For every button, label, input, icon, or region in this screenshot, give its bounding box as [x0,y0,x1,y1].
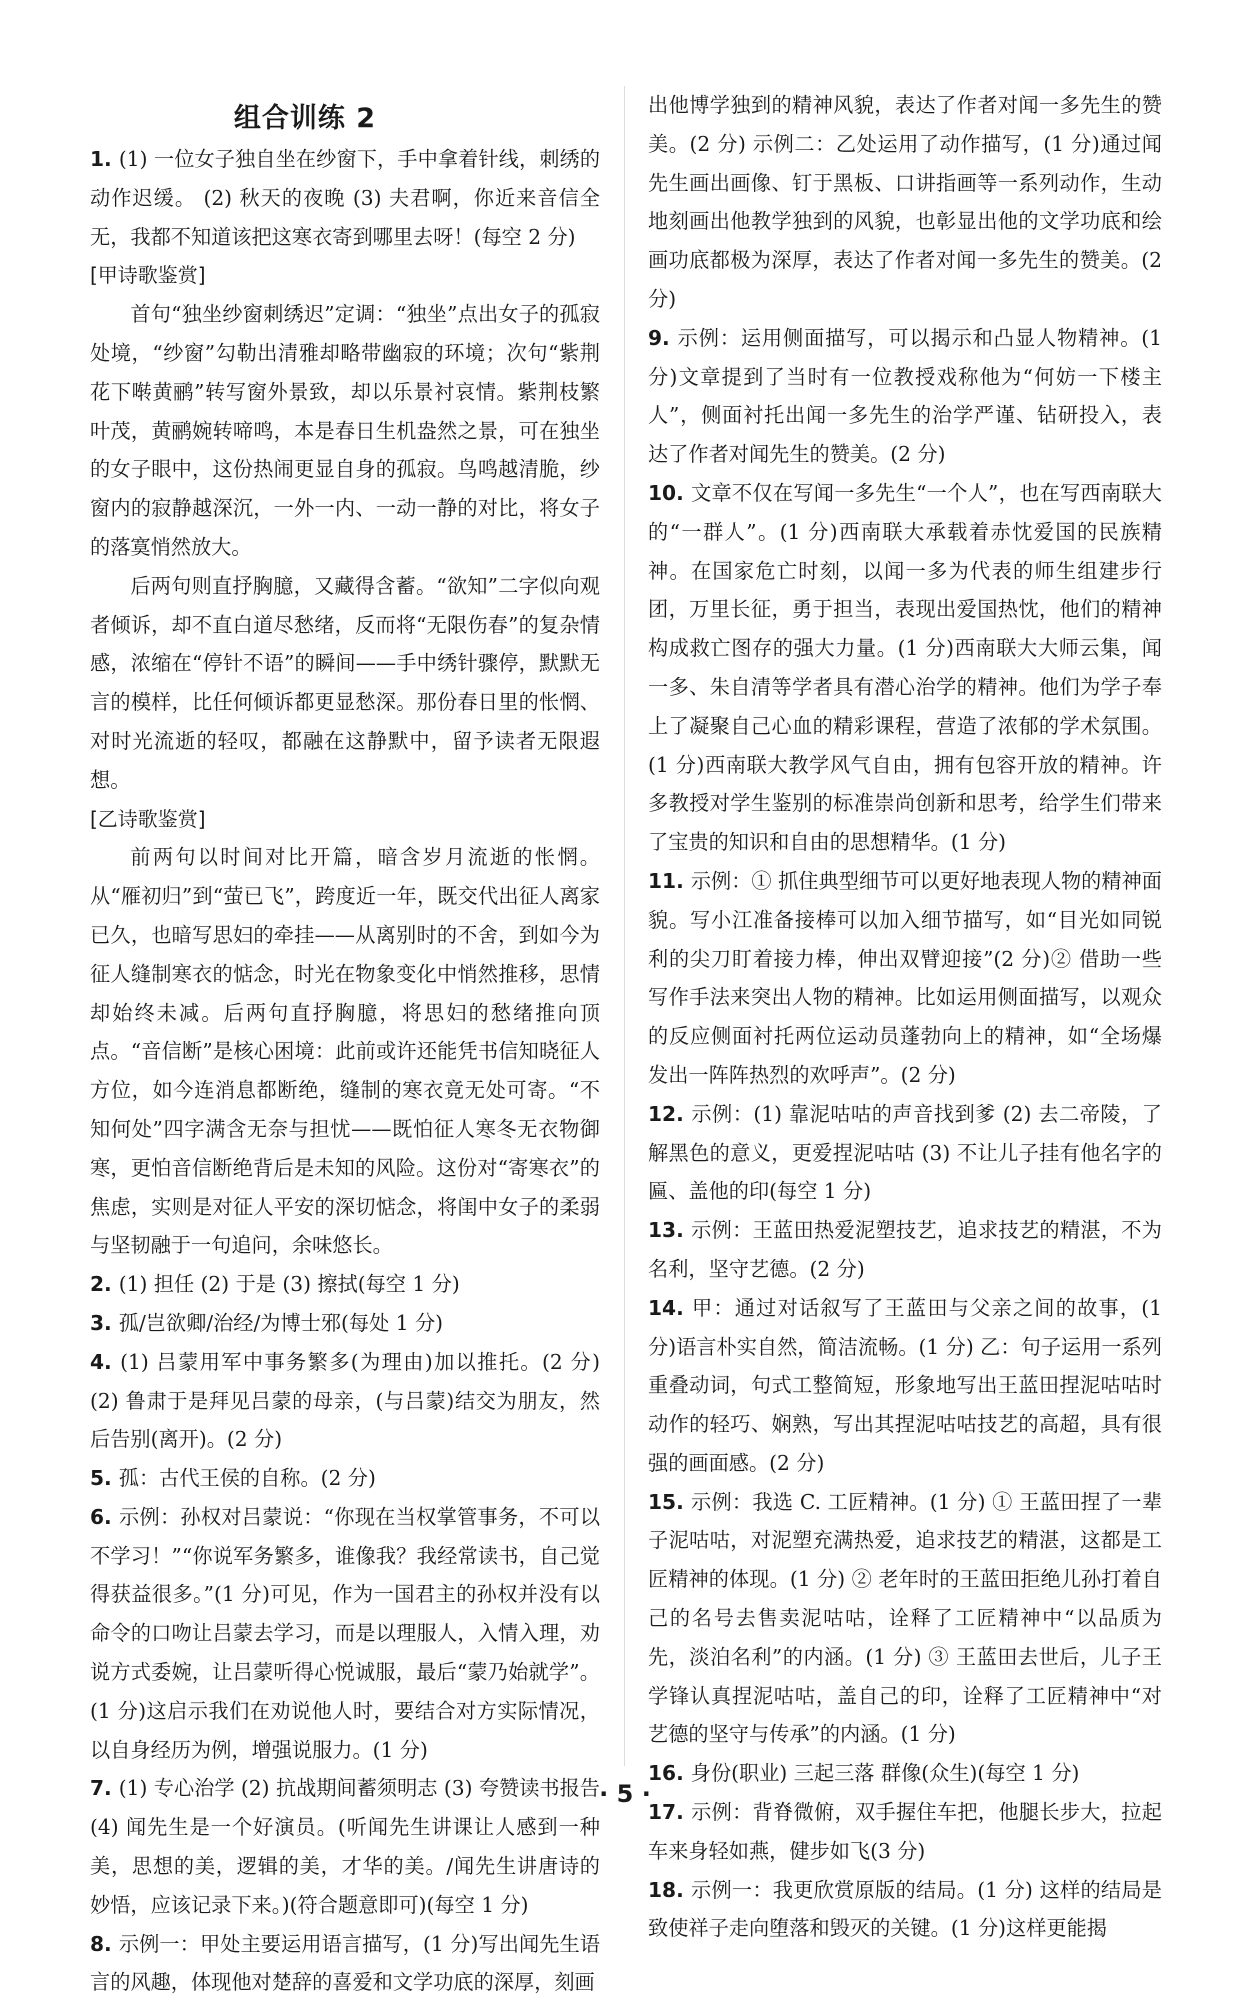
answer-item [648,1095,1162,1211]
question-number: 7. [90,1776,119,1801]
answer-text: 身份(职业) 三起三落 群像(众生)(每空 1 分) [690,1761,1080,1786]
answer-item [90,1459,600,1498]
question-number: 12. [648,1101,692,1126]
question-number: 14. [648,1295,692,1320]
question-number: 15. [648,1489,692,1514]
answer-item [648,1211,1162,1289]
question-number: 13. [648,1218,692,1243]
answer-item [90,140,600,256]
question-number: 4. [90,1349,121,1374]
answer-text: 文章不仅在写闻一多先生“一个人”，也在写西南联大的“一群人”。(1 分)西南联大承载着赤忱爱国的民族精神。在国家危亡时刻，以闻一多为代表的师生组建步行团，万里长征，勇于担当，表现出爱国热忱，他们的精神构成救亡图存的强大力量。(1 分)西南联大大师云集，闻一多、朱自清等学者具有潜心治学的精神。他们为学子奉上了凝聚自己心血的精彩课程，营造了浓郁的学术氛围。(1 分)西南联大教学风气自由，拥有包容开放的精神。许多教授对学生鉴别的标准崇尚创新和思考，给学生们带来了宝贵的知识和自由的思想精华。(1 分) [648,480,1162,855]
answer-item [648,862,1162,1095]
answer-text: 孤：古代王侯的自称。(2 分) [118,1466,376,1491]
answer-text: 示例：王蓝田热爱泥塑技艺，追求技艺的精湛，不为名利，坚守艺德。(2 分) [648,1218,1162,1281]
question-number: 11. [648,868,691,893]
answer-text: 孤/岂欲卿/治经/为博士邪(每处 1 分) [118,1310,444,1335]
answer-text: 示例：① 抓住典型细节可以更好地表现人物的精神面貌。写小江准备接棒可以加入细节描写，如“目光如同锐利的尖刀盯着接力棒，伸出双臂迎接”(2 分)② 借助一些写作手法来突出人物的精神。比如运用侧面描写，以观众的反应侧面衬托两位运动员蓬勃向上的精神，如“全场爆发出一阵阵热烈的欢呼声”。(2 分) [648,868,1162,1087]
answer-text: (1) 一位女子独自坐在纱窗下，手中拿着针线，刺绣的动作迟缓。 (2) 秋天的夜晚 (3) 夫君啊，你近来音信全无，我都不知道该把这寒衣寄到哪里去呀！(每空 2 分) [90,147,601,249]
answer-item [90,1925,600,2002]
analysis-paragraph: 后两句则直抒胸臆，又藏得含蓄。“欲知”二字似向观者倾诉，却不直白道尽愁绪，反而将“无限伤春”的复杂情感，浓缩在“停针不语”的瞬间——手中绣针骤停，默默无言的模样，比任何倾诉都更显愁深。那份春日里的怅惘、对时光流逝的轻叹，都融在这静默中，留予读者无限遐想。 [90,573,600,792]
answer-item [648,1871,1162,1949]
answer-text: 示例：背脊微俯，双手握住车把，他腿长步大，拉起车来身轻如燕，健步如飞(3 分) [648,1800,1162,1863]
answer-text: 示例：我选 C. 工匠精神。(1 分) ① 王蓝田捏了一辈子泥咕咕，对泥塑充满热爱，追求技艺的精湛，这都是工匠精神的体现。(1 分) ② 老年时的王蓝田拒绝儿孙打着自己的名号去售卖泥咕咕，诠释了工匠精神中“以品质为先，淡泊名利”的内涵。(1 分) ③ 王蓝田去世后，儿子王学锋认真捏泥咕咕，盖自己的印，诠释了工匠精神中“对艺德的坚守与传承”的内涵。(1 分) [648,1489,1163,1747]
section-heading: [乙诗歌鉴赏] [90,806,206,831]
answer-item [90,1498,600,1770]
question-number: 18. [648,1877,692,1902]
left-column [90,140,600,2002]
answer-text: (1) 吕蒙用军中事务繁多(为理由)加以推托。(2 分) (2) 鲁肃于是拜见吕蒙的母亲，(与吕蒙)结交为朋友，然后告别(离开)。(2 分) [90,1349,600,1452]
analysis-paragraph: 首句“独坐纱窗刺绣迟”定调：“独坐”点出女子的孤寂处境，“纱窗”勾勒出清雅却略带幽寂的环境；次句“紫荆花下啭黄鹂”转写窗外景致，却以乐景衬哀情。紫荆枝繁叶茂，黄鹂婉转啼鸣，本是春日生机盎然之景，可在独坐的女子眼中，这份热闹更显自身的孤寂。鸟鸣越清脆，纱窗内的寂静越深沉，一外一内、一动一静的对比，将女子的落寞悄然放大。 [90,302,600,559]
page-title: 组合训练 2 [233,103,377,134]
section-heading: [甲诗歌鉴赏] [90,263,206,288]
answer-text: 示例：运用侧面描写，可以揭示和凸显人物精神。(1 分)文章提到了当时有一位教授戏称他为“何妨一下楼主人”，侧面衬托出闻一多先生的治学严谨、钻研投入，表达了作者对闻先生的赞美。(2 分) [648,325,1162,467]
answer-item [648,474,1162,862]
answer-text: (1) 担任 (2) 于是 (3) 擦拭(每空 1 分) [118,1272,460,1297]
continued-paragraph: 出他博学独到的精神风貌，表达了作者对闻一多先生的赞美。(2 分) 示例二：乙处运用了动作描写，(1 分)通过闻先生画出画像、钉于黑板、口讲指画等一系列动作，生动地刻画出他教学独到的风貌，也彰显出他的文学功底和绘画功底都极为深厚，表达了作者对闻一多先生的赞美。(2 分) [648,93,1162,311]
question-number: 2. [90,1272,119,1297]
question-number: 17. [648,1800,692,1825]
answer-item [90,1304,600,1343]
answer-text: 示例一：甲处主要运用语言描写，(1 分)写出闻先生语言的风趣，体现他对楚辞的喜爱和文学功底的深厚，刻画 [90,1931,601,1995]
question-number: 3. [90,1310,119,1335]
right-column [648,86,1162,1948]
column-divider [624,86,625,1766]
question-number: 9. [648,325,678,350]
answer-text: 示例：孙权对吕蒙说：“你现在当权掌管事务，不可以不学习！”“你说军务繁多，谁像我？我经常读书，自己觉得获益很多。”(1 分)可见，作为一国君主的孙权并没有以命令的口吻让吕蒙去学习，而是以理服人，入情入理，劝说方式委婉，让吕蒙听得心悦诚服，最后“蒙乃始就学”。(1 分)这启示我们在劝说他人时，要结合对方实际情况，以自身经历为例，增强说服力。(1 分) [90,1504,601,1762]
page-number: · 5 · [599,1780,651,1808]
answer-text: 甲：通过对话叙写了王蓝田与父亲之间的故事，(1 分)语言朴实自然，简洁流畅。(1 分) 乙：句子运用一系列重叠动词，句式工整简短，形象地写出王蓝田捏泥咕咕时动作的轻巧、娴熟，写出其捏泥咕咕技艺的高超，具有很强的画面感。(2 分) [648,1295,1162,1475]
question-number: 6. [90,1504,120,1529]
question-number: 1. [90,147,119,171]
answer-item [90,1343,600,1459]
answer-item [648,1483,1162,1755]
answer-text: 示例一：我更欣赏原版的结局。(1 分) 这样的结局是致使祥子走向堕落和毁灭的关键。(1 分)这样更能揭 [648,1877,1162,1941]
question-number: 16. [648,1761,691,1786]
answer-item [90,1265,600,1304]
answer-item [648,1289,1162,1483]
answer-text: (1) 专心治学 (2) 抗战期间蓄须明志 (3) 夸赞读书报告 (4) 闻先生是一个好演员。(听闻先生讲课让人感到一种美，思想的美，逻辑的美，才华的美。/闻先生讲唐诗的妙悟，应该记录下来。)(符合题意即可)(每空 1 分) [90,1776,600,1917]
answer-item [648,319,1162,474]
question-number: 5. [90,1466,119,1491]
question-number: 10. [648,480,692,505]
question-number: 8. [90,1931,119,1956]
answer-text: 示例：(1) 靠泥咕咕的声音找到爹 (2) 去二帝陵，了解黑色的意义，更爱捏泥咕咕 (3) 不让儿子挂有他名字的匾、盖他的印(每空 1 分) [648,1101,1162,1204]
analysis-paragraph: 前两句以时间对比开篇，暗含岁月流逝的怅惘。从“雁初归”到“萤已飞”，跨度近一年，既交代出征人离家已久，也暗写思妇的牵挂——从离别时的不舍，到如今为征人缝制寒衣的惦念，时光在物象变化中悄然推移，思情却始终未减。后两句直抒胸臆，将思妇的愁绪推向顶点。“音信断”是核心困境：此前或许还能凭书信知晓征人方位，如今连消息都断绝，缝制的寒衣竟无处可寄。“不知何处”四字满含无奈与担忧——既怕征人寒冬无衣物御寒，更怕音信断绝背后是未知的风险。这份对“寄寒衣”的焦虑，实则是对征人平安的深切惦念，将闺中女子的柔弱与坚韧融于一句追问，余味悠长。 [90,845,600,1258]
